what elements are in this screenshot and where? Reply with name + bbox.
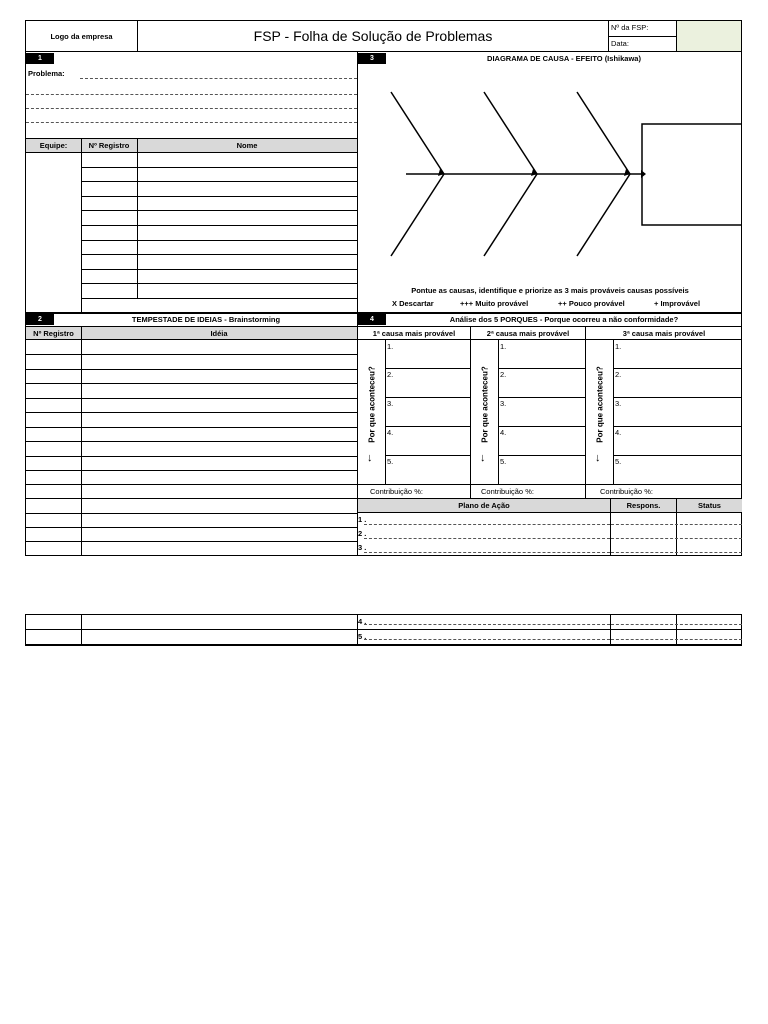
company-logo: Logo da empresa [50,31,113,41]
cause-2-header: 2ª causa mais provável [486,328,570,338]
why-item-1-4[interactable]: 4. [387,428,394,437]
contribution-3: Contribuição %: [600,487,653,496]
cause-1-header: 1ª causa mais provável [372,328,456,338]
why-item-1-5[interactable]: 5. [387,457,394,466]
status-header: Status [698,501,721,510]
action-item-3[interactable]: 3 . [358,543,367,552]
action-item-4: 4 . [358,617,367,626]
date-label: Data: [611,39,629,48]
brainstorm-title: TEMPESTADE DE IDEIAS - Brainstorming [131,314,281,324]
fsp-number-field[interactable] [677,21,741,36]
legend-very-likely: +++ Muito provável [460,299,529,308]
why-item-3-4[interactable]: 4. [615,428,622,437]
bone-top-1 [391,92,444,174]
legend-improbable: + Improvável [654,299,701,308]
team-table-body[interactable] [81,153,357,298]
action-item-5: 5 . [358,632,367,641]
action-item-1[interactable]: 1 . [358,515,367,524]
why-label-1: Por que aconteceu? [367,366,377,443]
why-item-2-4[interactable]: 4. [500,428,507,437]
bone-bottom-3 [577,174,630,256]
problem-field[interactable] [80,66,357,136]
why-item-2-5[interactable]: 5. [500,457,507,466]
team-label: Equipe: [39,141,68,150]
bone-top-2 [484,92,537,174]
cause-3-header: 3ª causa mais provável [622,328,706,338]
action-plan-header: Plano de Ação [458,501,510,510]
contribution-1: Contribuição %: [370,487,423,496]
bone-top-3 [577,92,630,174]
responsible-header: Respons. [626,501,661,510]
why-label-3: Por que aconteceu? [595,366,605,443]
why-arrow-1: ↓ [367,452,373,464]
why-item-2-3[interactable]: 3. [500,399,507,408]
page-title: FSP - Folha de Solução de Problemas [253,28,493,44]
brainstorm-idea-header: Idéia [210,328,228,338]
team-name-header: Nome [236,141,258,150]
ishikawa-instruction: Pontue as causas, identifique e priorize as 3 mais prováveis causas possíveis [411,285,689,295]
fishbone-diagram[interactable] [358,64,742,284]
five-whys-title: Análise dos 5 PORQUES - Porque ocorreu a não conformidade? [449,314,679,324]
why-arrow-3: ↓ [595,452,601,464]
why-item-2-1[interactable]: 1. [500,342,507,351]
why-item-3-3[interactable]: 3. [615,399,622,408]
why-arrow-2: ↓ [480,452,486,464]
why-item-3-1[interactable]: 1. [615,342,622,351]
section-3-number: 3 [358,53,386,64]
legend-little-likely: ++ Pouco provável [558,299,625,308]
section-1-number: 1 [26,53,54,64]
legend-discard: X Descartar [392,299,434,308]
action-item-2[interactable]: 2 . [358,529,367,538]
brainstorm-reg-header: Nº Registro [33,328,74,338]
bone-bottom-1 [391,174,444,256]
problem-label: Problema: [28,69,65,78]
bone-bottom-2 [484,174,537,256]
section-4-number: 4 [358,313,386,325]
why-item-1-2[interactable]: 2. [387,370,394,379]
date-field[interactable] [677,37,741,51]
fsp-number-label: Nº da FSP: [611,23,649,32]
brainstorm-table-body[interactable] [26,340,357,556]
ishikawa-title: DIAGRAMA DE CAUSA - EFEITO (Ishikawa) [487,54,641,63]
why-item-3-2[interactable]: 2. [615,370,622,379]
why-item-2-2[interactable]: 2. [500,370,507,379]
effect-box [642,124,742,225]
team-reg-header: Nº Registro [88,141,130,150]
why-item-1-1[interactable]: 1. [387,342,394,351]
why-item-1-3[interactable]: 3. [387,399,394,408]
why-item-3-5[interactable]: 5. [615,457,622,466]
section-2-number: 2 [26,313,54,325]
contribution-2: Contribuição %: [481,487,534,496]
why-label-2: Por que aconteceu? [480,366,490,443]
